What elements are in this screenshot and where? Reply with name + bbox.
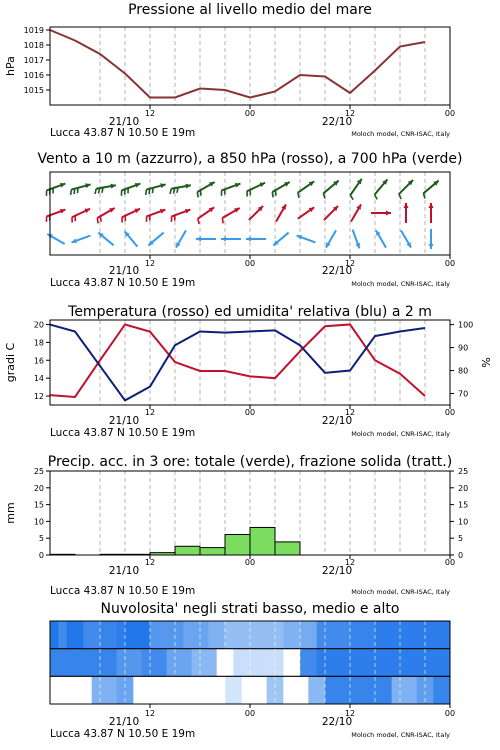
cloud-cell	[250, 649, 259, 677]
wind-vector	[146, 209, 165, 222]
cloud-cell	[358, 676, 367, 704]
wind-location: Lucca 43.87 N 10.50 E 19m	[50, 277, 196, 289]
cloud-cell	[283, 621, 292, 649]
cloud-cell	[275, 621, 284, 649]
cloud-cell	[108, 621, 117, 649]
cloud-cell	[250, 621, 259, 649]
temperature-date-label: 22/10	[321, 415, 353, 427]
wind-vector	[429, 203, 434, 223]
clouds-location: Lucca 43.87 N 10.50 E 19m	[50, 728, 196, 740]
temperature-y-tick-label: 20	[33, 320, 44, 330]
precipitation-x-tick-label: 00	[444, 558, 456, 567]
temperature-date-label: 21/10	[108, 415, 140, 427]
cloud-cell	[50, 621, 59, 649]
clouds-x-tick-label: 00	[244, 709, 256, 718]
cloud-cell	[192, 649, 201, 677]
cloud-cell	[158, 621, 167, 649]
clouds-date-label: 22/10	[321, 716, 353, 728]
cloud-cell	[267, 621, 276, 649]
cloud-cell	[325, 649, 334, 677]
wind-vector	[324, 206, 338, 220]
cloud-cell	[158, 649, 167, 677]
cloud-cell	[242, 676, 251, 704]
cloud-cell	[117, 649, 126, 677]
wind-vector	[146, 183, 166, 195]
cloud-cell	[375, 676, 384, 704]
precipitation-x-tick-label: 12	[144, 558, 156, 567]
cloud-cell	[408, 649, 417, 677]
cloud-cell	[283, 649, 292, 677]
cloud-cell	[400, 676, 409, 704]
cloud-cell	[350, 621, 359, 649]
cloud-cell	[258, 676, 267, 704]
temperature-x-tick-label: 00	[244, 408, 256, 417]
clouds-x-tick-label: 00	[444, 709, 456, 718]
wind-vector	[72, 209, 90, 223]
cloud-cell	[225, 676, 234, 704]
cloud-cell	[50, 676, 59, 704]
cloud-cell	[292, 621, 301, 649]
temperature-y-label: gradi C	[4, 342, 17, 383]
wind-vector	[95, 184, 116, 194]
cloud-cell	[408, 621, 417, 649]
wind-vector	[98, 233, 113, 246]
cloud-cell	[383, 621, 392, 649]
temperature-y-right-tick-label: 100	[458, 320, 474, 330]
precip-bar	[225, 535, 250, 555]
pressure-y-tick-label: 1015	[23, 86, 44, 95]
precipitation-y-tick-label: 5	[38, 534, 44, 544]
wind-x-tick-label: 12	[144, 259, 156, 268]
pressure-x-tick-label: 00	[444, 109, 456, 118]
wind-vector	[148, 233, 163, 246]
wind-date-label: 22/10	[321, 265, 353, 277]
cloud-cell	[300, 649, 309, 677]
cloud-cell	[300, 621, 309, 649]
cloud-cell	[350, 649, 359, 677]
cloud-cell	[83, 621, 92, 649]
wind-vector	[353, 230, 360, 249]
cloud-cell	[425, 621, 434, 649]
cloud-cell	[58, 649, 67, 677]
precipitation-y-tick-label: 15	[33, 500, 44, 510]
cloud-cell	[325, 621, 334, 649]
wind-vector	[350, 179, 361, 200]
cloud-cell	[92, 676, 101, 704]
pressure-credit: Moloch model, CNR-ISAC, Italy	[351, 130, 450, 138]
precipitation-x-tick-label: 00	[244, 558, 256, 567]
pressure-x-tick-label: 12	[344, 109, 356, 118]
cloud-cell	[167, 649, 176, 677]
wind-vector	[273, 233, 288, 246]
cloud-cell	[183, 649, 192, 677]
cloud-cell	[67, 676, 76, 704]
wind-vector	[326, 230, 336, 247]
cloud-cell	[117, 621, 126, 649]
cloud-cell	[225, 621, 234, 649]
cloud-cell	[300, 676, 309, 704]
cloud-cell	[100, 676, 109, 704]
cloud-cell	[92, 621, 101, 649]
wind-vector	[170, 184, 191, 194]
cloud-cell	[192, 676, 201, 704]
precip-bar	[250, 527, 275, 555]
cloud-cell	[433, 676, 442, 704]
clouds-title: Nuvolosita' negli strati basso, medio e alto	[100, 601, 400, 617]
cloud-cell	[267, 676, 276, 704]
clouds-x-tick-label: 12	[144, 709, 156, 718]
wind-credit: Moloch model, CNR-ISAC, Italy	[351, 280, 450, 288]
precipitation-y-right-tick-label: 15	[458, 500, 469, 510]
cloud-cell	[117, 676, 126, 704]
cloud-cell	[242, 621, 251, 649]
cloud-cell	[292, 649, 301, 677]
pressure-date-label: 21/10	[108, 116, 140, 128]
cloud-cell	[275, 676, 284, 704]
wind-title: Vento a 10 m (azzurro), a 850 hPa (rosso), a 700 hPa (verde)	[37, 151, 463, 167]
cloud-cell	[417, 621, 426, 649]
cloud-cell	[100, 649, 109, 677]
wind-vector	[247, 183, 265, 197]
cloud-cell	[317, 676, 326, 704]
wind-date-label: 21/10	[108, 265, 140, 277]
cloud-cell	[433, 649, 442, 677]
precip-bar	[200, 548, 225, 555]
temperature-y-right-tick-label: 80	[458, 366, 469, 376]
cloud-cell	[342, 676, 351, 704]
cloud-cell	[317, 649, 326, 677]
cloud-cell	[333, 676, 342, 704]
clouds-x-tick-label: 12	[344, 709, 356, 718]
cloud-cell	[442, 676, 451, 704]
cloud-cell	[425, 676, 434, 704]
cloud-cell	[125, 621, 134, 649]
pressure-y-tick-label: 1017	[23, 56, 44, 65]
pressure-x-tick-label: 12	[144, 109, 156, 118]
cloud-cell	[267, 649, 276, 677]
precip-bar	[175, 546, 200, 555]
temperature-y-tick-label: 18	[33, 338, 44, 348]
wind-vector	[46, 183, 65, 196]
wind-x-tick-label: 00	[244, 259, 256, 268]
temperature-x-tick-label: 12	[344, 408, 356, 417]
cloud-cell	[183, 676, 192, 704]
cloud-cell	[375, 621, 384, 649]
temperature-y-right-tick-label: 90	[458, 343, 469, 353]
cloud-cell	[233, 676, 242, 704]
cloud-cell	[433, 621, 442, 649]
precipitation-location: Lucca 43.87 N 10.50 E 19m	[50, 585, 196, 597]
cloud-cell	[125, 676, 134, 704]
wind-vector	[171, 209, 190, 222]
cloud-cell	[208, 621, 217, 649]
wind-vector	[429, 229, 434, 249]
cloud-cell	[158, 676, 167, 704]
cloud-cell	[200, 676, 209, 704]
cloud-cell	[142, 676, 151, 704]
wind-vector	[221, 183, 240, 196]
cloud-cell	[233, 649, 242, 677]
pressure-date-label: 22/10	[321, 116, 353, 128]
cloud-cell	[133, 676, 142, 704]
cloud-cell	[375, 649, 384, 677]
cloud-cell	[392, 676, 401, 704]
wind-vector	[246, 237, 266, 242]
wind-vector	[376, 230, 386, 247]
cloud-cell	[58, 621, 67, 649]
cloud-cell	[392, 649, 401, 677]
cloud-cell	[308, 676, 317, 704]
cloud-cell	[133, 649, 142, 677]
cloud-cell	[367, 676, 376, 704]
temperature-y-tick-label: 12	[33, 392, 44, 402]
pressure-line	[50, 30, 425, 98]
cloud-cell	[50, 649, 59, 677]
cloud-cell	[425, 649, 434, 677]
cloud-cell	[183, 621, 192, 649]
pressure-x-tick-label: 00	[244, 109, 256, 118]
cloud-cell	[217, 676, 226, 704]
temperature-location: Lucca 43.87 N 10.50 E 19m	[50, 427, 196, 439]
wind-vector	[125, 231, 138, 246]
clouds-credit: Moloch model, CNR-ISAC, Italy	[351, 731, 450, 739]
wind-vector	[249, 206, 263, 220]
wind-vector	[401, 230, 411, 247]
cloud-cell	[358, 649, 367, 677]
cloud-cell	[292, 676, 301, 704]
cloud-cell	[75, 621, 84, 649]
cloud-cell	[342, 649, 351, 677]
pressure-y-tick-label: 1016	[23, 71, 44, 80]
temperature-y-tick-label: 16	[33, 356, 44, 366]
wind-vector	[399, 180, 413, 199]
wind-vector	[46, 209, 65, 222]
cloud-cell	[125, 649, 134, 677]
temperature-y-label: %	[480, 357, 493, 368]
cloud-cell	[67, 621, 76, 649]
cloud-cell	[167, 621, 176, 649]
cloud-cell	[175, 621, 184, 649]
wind-vector	[323, 181, 338, 199]
precipitation-credit: Moloch model, CNR-ISAC, Italy	[351, 588, 450, 596]
cloud-cell	[350, 676, 359, 704]
cloud-cell	[442, 649, 451, 677]
cloud-cell	[442, 621, 451, 649]
temperature-y-tick-label: 14	[33, 374, 44, 384]
cloud-cell	[233, 621, 242, 649]
temperature-title: Temperatura (rosso) ed umidita' relativa (blu) a 2 m	[68, 304, 432, 320]
pressure-y-tick-label: 1018	[23, 41, 44, 50]
precipitation-y-tick-label: 25	[33, 467, 44, 476]
precipitation-y-right-tick-label: 20	[458, 483, 469, 493]
cloud-cell	[175, 649, 184, 677]
cloud-cell	[150, 649, 159, 677]
wind-vector	[196, 237, 216, 242]
temperature-x-tick-label: 12	[144, 408, 156, 417]
cloud-cell	[317, 621, 326, 649]
cloud-cell	[67, 649, 76, 677]
cloud-cell	[417, 649, 426, 677]
temperature-x-tick-label: 00	[444, 408, 456, 417]
cloud-cell	[142, 621, 151, 649]
cloud-cell	[83, 649, 92, 677]
cloud-cell	[150, 676, 159, 704]
cloud-cell	[192, 621, 201, 649]
precipitation-date-label: 22/10	[321, 565, 353, 577]
cloud-cell	[383, 649, 392, 677]
cloud-cell	[208, 676, 217, 704]
cloud-cell	[283, 676, 292, 704]
cloud-cell	[408, 676, 417, 704]
pressure-y-label: hPa	[4, 56, 17, 76]
precipitation-y-right-tick-label: 5	[458, 534, 464, 544]
wind-vector	[176, 230, 186, 247]
wind-vector	[72, 236, 91, 243]
cloud-cell	[167, 676, 176, 704]
wind-vector	[351, 204, 361, 221]
humidity-line	[50, 325, 425, 401]
wind-vector	[375, 179, 388, 199]
temperature-line	[50, 324, 425, 396]
cloud-cell	[200, 649, 209, 677]
precipitation-title: Precip. acc. in 3 ore: totale (verde), frazione solida (tratt.)	[47, 454, 453, 470]
cloud-cell	[217, 621, 226, 649]
wind-x-tick-label: 12	[344, 259, 356, 268]
temperature-credit: Moloch model, CNR-ISAC, Italy	[351, 430, 450, 438]
cloud-cell	[208, 649, 217, 677]
pressure-y-tick-label: 1019	[23, 26, 44, 35]
wind-vector	[276, 204, 286, 221]
cloud-cell	[392, 621, 401, 649]
cloud-cell	[75, 676, 84, 704]
precipitation-x-tick-label: 12	[344, 558, 356, 567]
pressure-location: Lucca 43.87 N 10.50 E 19m	[50, 127, 196, 139]
cloud-cell	[225, 649, 234, 677]
cloud-cell	[108, 649, 117, 677]
wind-vector	[371, 211, 391, 216]
wind-x-tick-label: 00	[444, 259, 456, 268]
cloud-cell	[250, 676, 259, 704]
temperature-y-right-tick-label: 70	[458, 389, 469, 399]
cloud-cell	[217, 649, 226, 677]
cloud-cell	[175, 676, 184, 704]
cloud-cell	[258, 649, 267, 677]
precipitation-y-right-tick-label: 0	[458, 551, 464, 560]
precipitation-y-tick-label: 0	[38, 551, 44, 560]
cloud-cell	[75, 649, 84, 677]
precipitation-y-right-tick-label: 25	[458, 467, 469, 476]
wind-vector	[297, 235, 316, 242]
cloud-cell	[108, 676, 117, 704]
cloud-cell	[342, 621, 351, 649]
cloud-cell	[258, 621, 267, 649]
cloud-cell	[275, 649, 284, 677]
cloud-cell	[358, 621, 367, 649]
cloud-cell	[308, 621, 317, 649]
cloud-cell	[58, 676, 67, 704]
cloud-cell	[83, 676, 92, 704]
wind-vector	[121, 183, 140, 196]
pressure-title: Pressione al livello medio del mare	[128, 2, 372, 18]
precipitation-y-tick-label: 10	[33, 517, 44, 527]
cloud-cell	[325, 676, 334, 704]
precipitation-date-label: 21/10	[108, 565, 140, 577]
cloud-cell	[367, 621, 376, 649]
precipitation-y-tick-label: 20	[33, 483, 44, 493]
wind-vector	[221, 237, 241, 242]
cloud-cell	[100, 621, 109, 649]
cloud-cell	[142, 649, 151, 677]
cloud-cell	[242, 649, 251, 677]
cloud-cell	[333, 649, 342, 677]
cloud-cell	[400, 621, 409, 649]
cloud-cell	[333, 621, 342, 649]
cloud-cell	[92, 649, 101, 677]
precipitation-y-label: mm	[4, 502, 17, 524]
cloud-cell	[417, 676, 426, 704]
cloud-cell	[133, 621, 142, 649]
cloud-cell	[367, 649, 376, 677]
wind-vector	[71, 183, 91, 195]
cloud-cell	[150, 621, 159, 649]
wind-vector	[404, 203, 409, 223]
cloud-cell	[200, 621, 209, 649]
precip-bar	[275, 542, 300, 555]
clouds-date-label: 21/10	[108, 716, 140, 728]
cloud-cell	[400, 649, 409, 677]
wind-vector	[423, 181, 438, 199]
precipitation-y-right-tick-label: 10	[458, 517, 469, 527]
cloud-cell	[308, 649, 317, 677]
cloud-cell	[383, 676, 392, 704]
